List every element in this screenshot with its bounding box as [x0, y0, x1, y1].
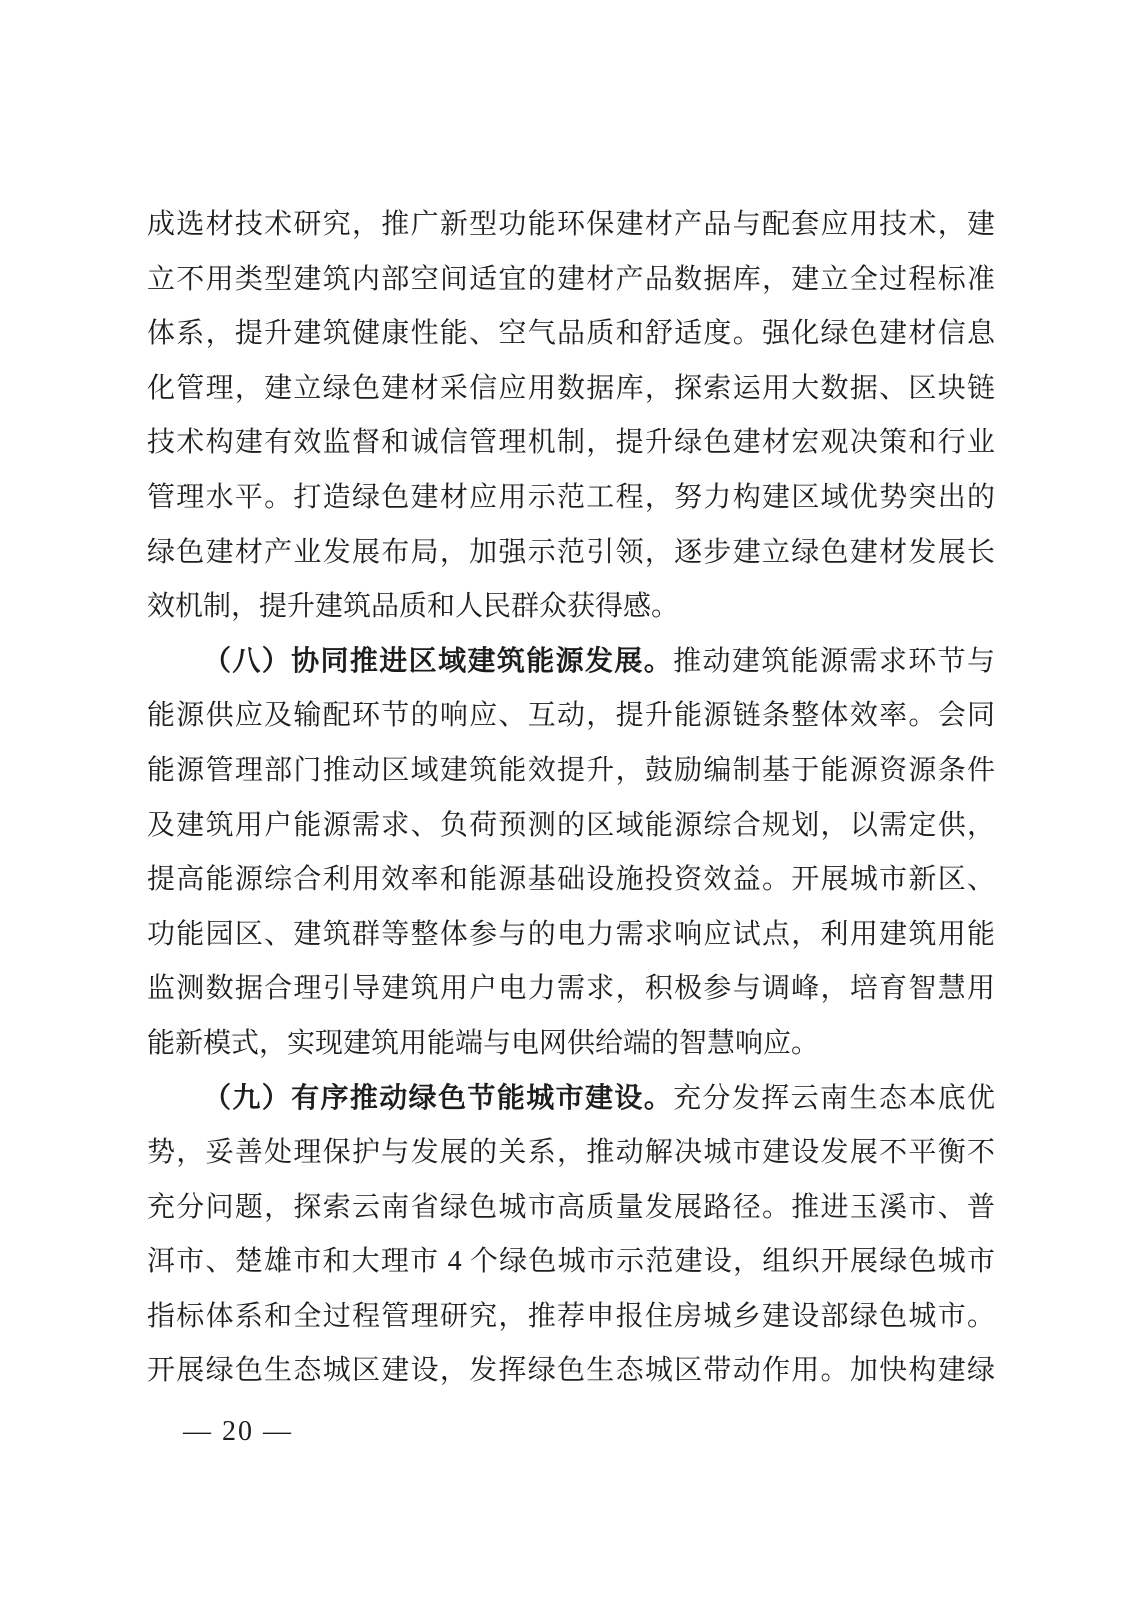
- line-text: 及建筑用户能源需求、负荷预测的区域能源综合规划，以需定供，: [147, 809, 995, 841]
- line-text: 充分问题，探索云南省绿色城市高质量发展路径。推进玉溪市、普: [147, 1191, 995, 1223]
- text-line-16: [147, 1017, 995, 1072]
- text-line-19: [147, 1181, 995, 1236]
- line-text: 成选材技术研究，推广新型功能环保建材产品与配套应用技术，建: [147, 209, 995, 240]
- line-text: 势，妥善处理保护与发展的关系，推动解决城市建设发展不平衡不: [147, 1137, 995, 1169]
- line-text: 能源管理部门推动区域建筑能效提升，鼓励编制基于能源资源条件: [147, 754, 995, 786]
- line-text: 洱市、楚雄市和大理市 4 个绿色城市示范建设，组织开展绿色城市: [147, 1246, 995, 1278]
- text-line-20: [147, 1235, 995, 1290]
- line-text: 充分发挥云南生态本底优: [673, 1082, 995, 1114]
- text-line-5: [147, 416, 995, 471]
- text-line-14: [147, 908, 995, 963]
- line-text: 能新模式，实现建筑用能端与电网供给端的智慧响应。: [147, 1027, 820, 1059]
- line-text: 绿色建材产业发展布局，加强示范引领，逐步建立绿色建材发展长: [147, 536, 995, 568]
- line-text: 开展绿色生态城区建设，发挥绿色生态城区带动作用。加快构建绿: [147, 1355, 995, 1387]
- text-line-8: [147, 580, 995, 635]
- page-number: — 20 —: [183, 1416, 293, 1447]
- text-line-18: [147, 1126, 995, 1181]
- line-text: 立不用类型建筑内部空间适宜的建材产品数据库，建立全过程标准: [147, 263, 995, 295]
- text-line-21: [147, 1290, 995, 1345]
- line-text: 管理水平。打造绿色建材应用示范工程，努力构建区域优势突出的: [147, 481, 995, 513]
- line-text: 效机制，提升建筑品质和人民群众获得感。: [147, 591, 680, 623]
- text-line-3: [147, 307, 995, 362]
- text-line-4: [147, 362, 995, 417]
- text-line-10: [147, 689, 995, 744]
- line-text: 功能园区、建筑群等整体参与的电力需求响应试点，利用建筑用能: [147, 918, 995, 950]
- line-text: 提高能源综合利用效率和能源基础设施投资效益。开展城市新区、: [147, 864, 995, 896]
- text-line-9: [147, 635, 995, 690]
- document-body: [147, 198, 995, 1399]
- section-heading: （九）有序推动绿色节能城市建设。: [203, 1082, 674, 1114]
- line-text: 推动建筑能源需求环节与: [673, 645, 995, 677]
- text-line-6: [147, 471, 995, 526]
- line-text: 技术构建有效监督和诚信管理机制，提升绿色建材宏观决策和行业: [147, 427, 995, 459]
- section-heading: （八）协同推进区域建筑能源发展。: [203, 645, 674, 677]
- line-text: 能源供应及输配环节的响应、互动，提升能源链条整体效率。会同: [147, 700, 995, 732]
- text-line-7: [147, 526, 995, 581]
- line-text: 监测数据合理引导建筑用户电力需求，积极参与调峰，培育智慧用: [147, 973, 995, 1005]
- text-line-2: [147, 253, 995, 308]
- text-line-22: [147, 1344, 995, 1399]
- text-line-1: [147, 198, 995, 253]
- text-line-11: [147, 744, 995, 799]
- line-text: 化管理，建立绿色建材采信应用数据库，探索运用大数据、区块链: [147, 372, 995, 404]
- text-line-17: [147, 1072, 995, 1127]
- text-line-15: [147, 962, 995, 1017]
- line-text: 指标体系和全过程管理研究，推荐申报住房城乡建设部绿色城市。: [147, 1300, 995, 1332]
- line-text: 体系，提升建筑健康性能、空气品质和舒适度。强化绿色建材信息: [147, 318, 995, 350]
- text-line-12: [147, 799, 995, 854]
- text-line-13: [147, 853, 995, 908]
